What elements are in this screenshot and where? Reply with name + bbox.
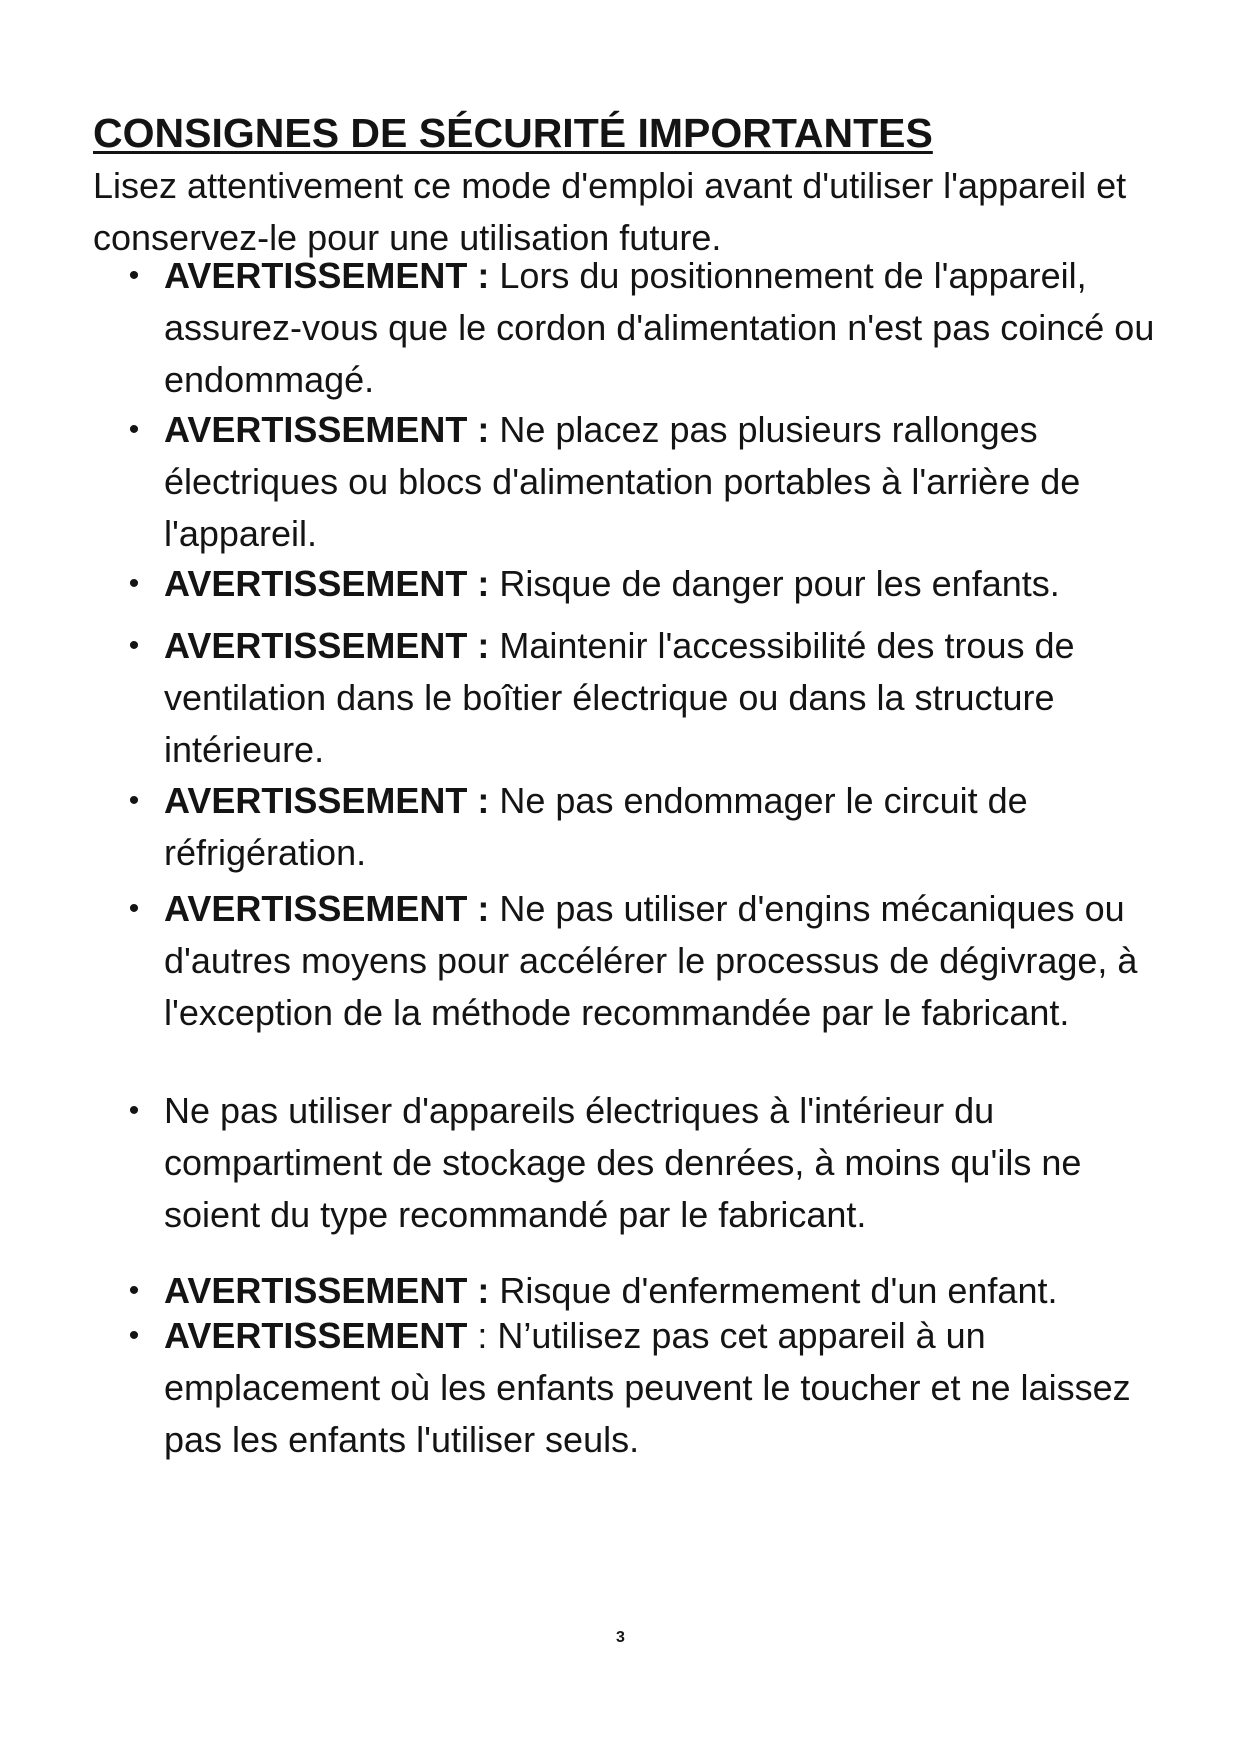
warning-text	[164, 558, 1164, 610]
bullet-icon: •	[128, 1094, 140, 1127]
warning-text	[164, 775, 1164, 879]
bullet-icon: •	[128, 892, 140, 925]
warning-text	[164, 404, 1164, 560]
document-title: CONSIGNES DE SÉCURITÉ IMPORTANTES	[93, 110, 933, 156]
bullet-icon: •	[128, 1319, 140, 1352]
warning-label: AVERTISSEMENT	[164, 780, 468, 821]
warning-label: AVERTISSEMENT	[164, 409, 468, 450]
warning-body: Ne pas endommager le circuit de réfrigération.	[164, 780, 1028, 873]
warning-label: AVERTISSEMENT	[164, 1315, 468, 1356]
warning-body: Risque de danger pour les enfants.	[489, 563, 1060, 604]
warning-body: N’utilisez pas cet appareil à un emplacement où les enfants peuvent le toucher et ne laissez pas les enfants l'utiliser seuls.	[164, 1315, 1131, 1460]
intro-paragraph: Lisez attentivement ce mode d'emploi avant d'utiliser l'appareil et conservez-le pour une utilisation future.	[93, 165, 1127, 258]
warning-text	[164, 250, 1164, 406]
warning-separator: :	[467, 780, 490, 821]
warning-body: Risque d'enfermement d'un enfant.	[489, 1270, 1058, 1311]
caution-text	[164, 1085, 1164, 1241]
warning-separator: :	[467, 409, 490, 450]
warning-label: AVERTISSEMENT	[164, 255, 468, 296]
bullet-icon: •	[128, 1274, 140, 1307]
bullet-icon: •	[128, 413, 140, 446]
warning-label: AVERTISSEMENT	[164, 888, 468, 929]
bullet-icon: •	[128, 259, 140, 292]
warning-body: Ne placez pas plusieurs rallonges électriques ou blocs d'alimentation portables à l'arrière de l'appareil.	[164, 409, 1081, 554]
warning-label: AVERTISSEMENT	[164, 1270, 468, 1311]
bullet-icon: •	[128, 784, 140, 817]
warning-separator: :	[467, 563, 490, 604]
bullet-icon: •	[128, 629, 140, 662]
warning-body: Ne pas utiliser d'engins mécaniques ou d'autres moyens pour accélérer le processus de dégivrage, à l'exception de la méthode recommandée par le fabricant.	[164, 888, 1138, 1033]
warning-separator: :	[467, 625, 490, 666]
warning-text	[164, 883, 1164, 1039]
warning-separator: :	[467, 1270, 490, 1311]
page-number: 3	[616, 1629, 625, 1646]
warning-label: AVERTISSEMENT	[164, 625, 468, 666]
warning-text	[164, 1310, 1164, 1466]
warning-text	[164, 620, 1164, 776]
warning-separator: :	[467, 888, 490, 929]
warning-body: Lors du positionnement de l'appareil, assurez-vous que le cordon d'alimentation n'est pas coincé ou endommagé.	[164, 255, 1155, 400]
warning-separator: :	[467, 1315, 488, 1356]
warning-label: AVERTISSEMENT	[164, 563, 468, 604]
warning-separator: :	[467, 255, 490, 296]
bullet-icon: •	[128, 567, 140, 600]
warning-body: Maintenir l'accessibilité des trous de ventilation dans le boîtier électrique ou dans la structure intérieure.	[164, 625, 1075, 770]
caution-body: Ne pas utiliser d'appareils électriques à l'intérieur du compartiment de stockage des denrées, à moins qu'ils ne soient du type recommandé par le fabricant.	[164, 1090, 1082, 1235]
